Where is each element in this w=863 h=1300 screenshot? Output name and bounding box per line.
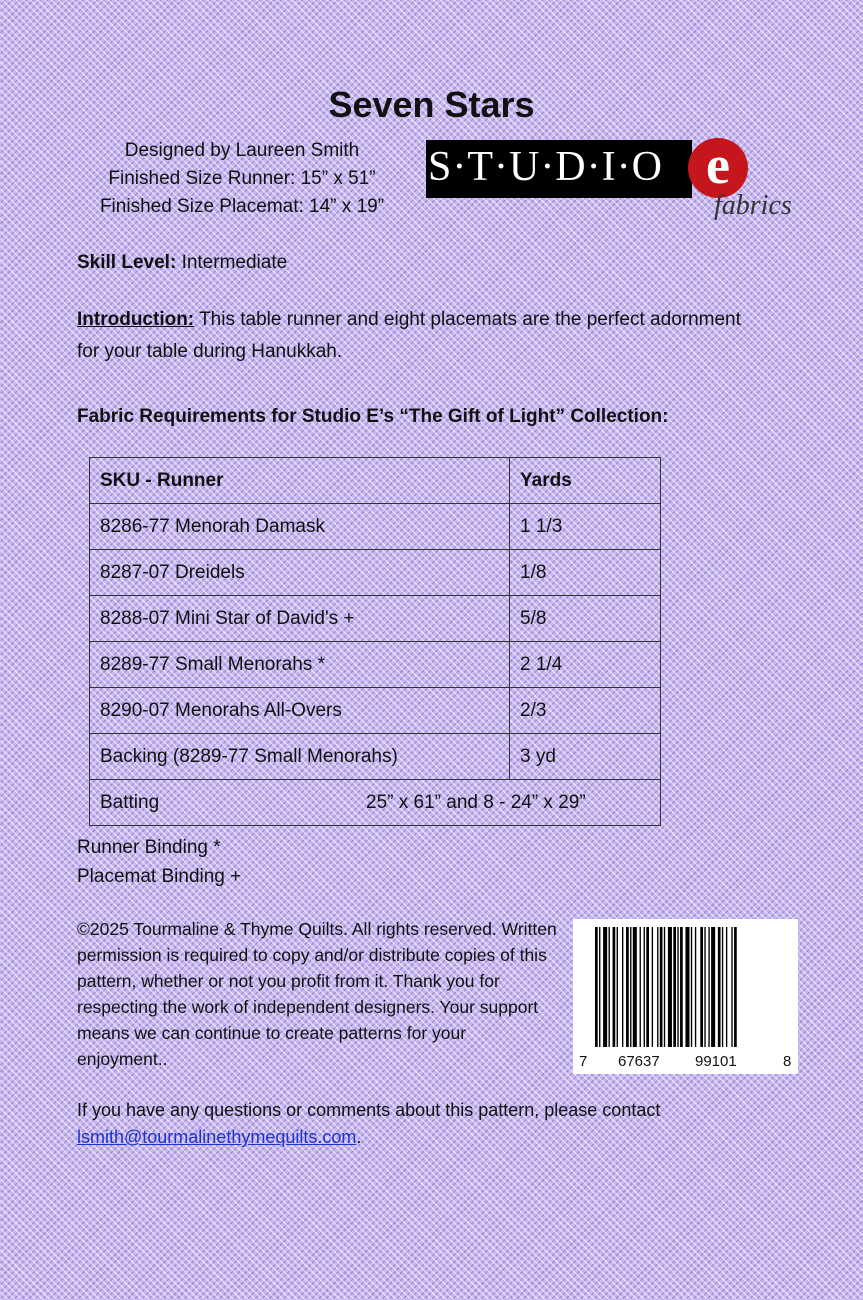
- logo-wordmark-box: [426, 140, 692, 198]
- table-header-row: [90, 458, 661, 504]
- batting-row: [90, 780, 661, 826]
- page-title: Seven Stars: [328, 84, 535, 125]
- header-yards: Yards: [510, 458, 661, 504]
- barcode-left-digits: 67637: [618, 1053, 660, 1070]
- batting-label: Batting: [100, 791, 160, 813]
- runner-size: Finished Size Runner: 15” x 51”: [108, 168, 376, 189]
- fabric-table: [89, 457, 661, 826]
- binding-notes: [77, 833, 241, 891]
- barcode-right-digits: 99101: [695, 1053, 737, 1070]
- yards-cell: 2 1/4: [510, 642, 661, 688]
- designer-credit: Designed by Laureen Smith: [124, 140, 360, 161]
- intro-text: This table runner and eight placemats are the perfect adornment for your table during Hanukkah.: [77, 309, 741, 362]
- yards-cell: 1/8: [510, 550, 661, 596]
- contact-email-link[interactable]: lsmith@tourmalinethymequilts.com: [77, 1127, 357, 1147]
- table-row: [90, 596, 661, 642]
- studio-e-logo: [426, 135, 818, 230]
- barcode-bars: [595, 927, 773, 1047]
- contact-note: [77, 1097, 777, 1151]
- batting-value: 25” x 61” and 8 - 24” x 29”: [366, 791, 586, 813]
- sku-cell: Backing (8289-77 Small Menorahs): [90, 734, 510, 780]
- yards-cell: 1 1/3: [510, 504, 661, 550]
- yards-cell: 2/3: [510, 688, 661, 734]
- logo-e-mark: e: [688, 138, 748, 198]
- logo-wordmark: S·T·U·D·I·O: [428, 144, 663, 190]
- barcode-first-digit: 7: [579, 1053, 588, 1070]
- table-row: [90, 642, 661, 688]
- skill-level: [77, 247, 287, 279]
- sku-cell: 8286-77 Menorah Damask: [90, 504, 510, 550]
- sku-cell: 8288-07 Mini Star of David's +: [90, 596, 510, 642]
- sku-cell: 8287-07 Dreidels: [90, 550, 510, 596]
- sku-cell: 8289-77 Small Menorahs *: [90, 642, 510, 688]
- fabric-heading: Fabric Requirements for Studio E’s “The Gift of Light” Collection:: [77, 406, 669, 427]
- barcode-last-digit: 8: [783, 1053, 792, 1070]
- skill-value: Intermediate: [181, 252, 288, 273]
- yards-cell: 5/8: [510, 596, 661, 642]
- table-row: [90, 550, 661, 596]
- upc-barcode: [573, 919, 798, 1074]
- table-row: [90, 504, 661, 550]
- table-row: [90, 688, 661, 734]
- logo-script-text: fabrics: [714, 190, 792, 221]
- contact-text: If you have any questions or comments about this pattern, please contact: [77, 1100, 661, 1120]
- runner-binding-note: Runner Binding *: [77, 837, 221, 858]
- sku-cell: 8290-07 Menorahs All-Overs: [90, 688, 510, 734]
- credits-block: [60, 137, 424, 221]
- intro-label: Introduction:: [77, 309, 195, 330]
- placemat-binding-note: Placemat Binding +: [77, 866, 242, 887]
- header-sku: SKU - Runner: [90, 458, 510, 504]
- introduction: [77, 304, 757, 368]
- skill-label: Skill Level:: [77, 252, 177, 273]
- yards-cell: 3 yd: [510, 734, 661, 780]
- placemat-size: Finished Size Placemat: 14” x 19”: [99, 196, 385, 217]
- table-row: [90, 734, 661, 780]
- copyright-notice: ©2025 Tourmaline & Thyme Quilts. All rights reserved. Written permission is required to copy and/or distribute copies of this pattern, whether or not you profit from it. Thank you for respecting the work of independent designers. Your support means we can continue to create patterns for your enjoyment..: [77, 919, 557, 1069]
- batting-cell: [90, 780, 661, 826]
- contact-suffix: .: [356, 1127, 362, 1147]
